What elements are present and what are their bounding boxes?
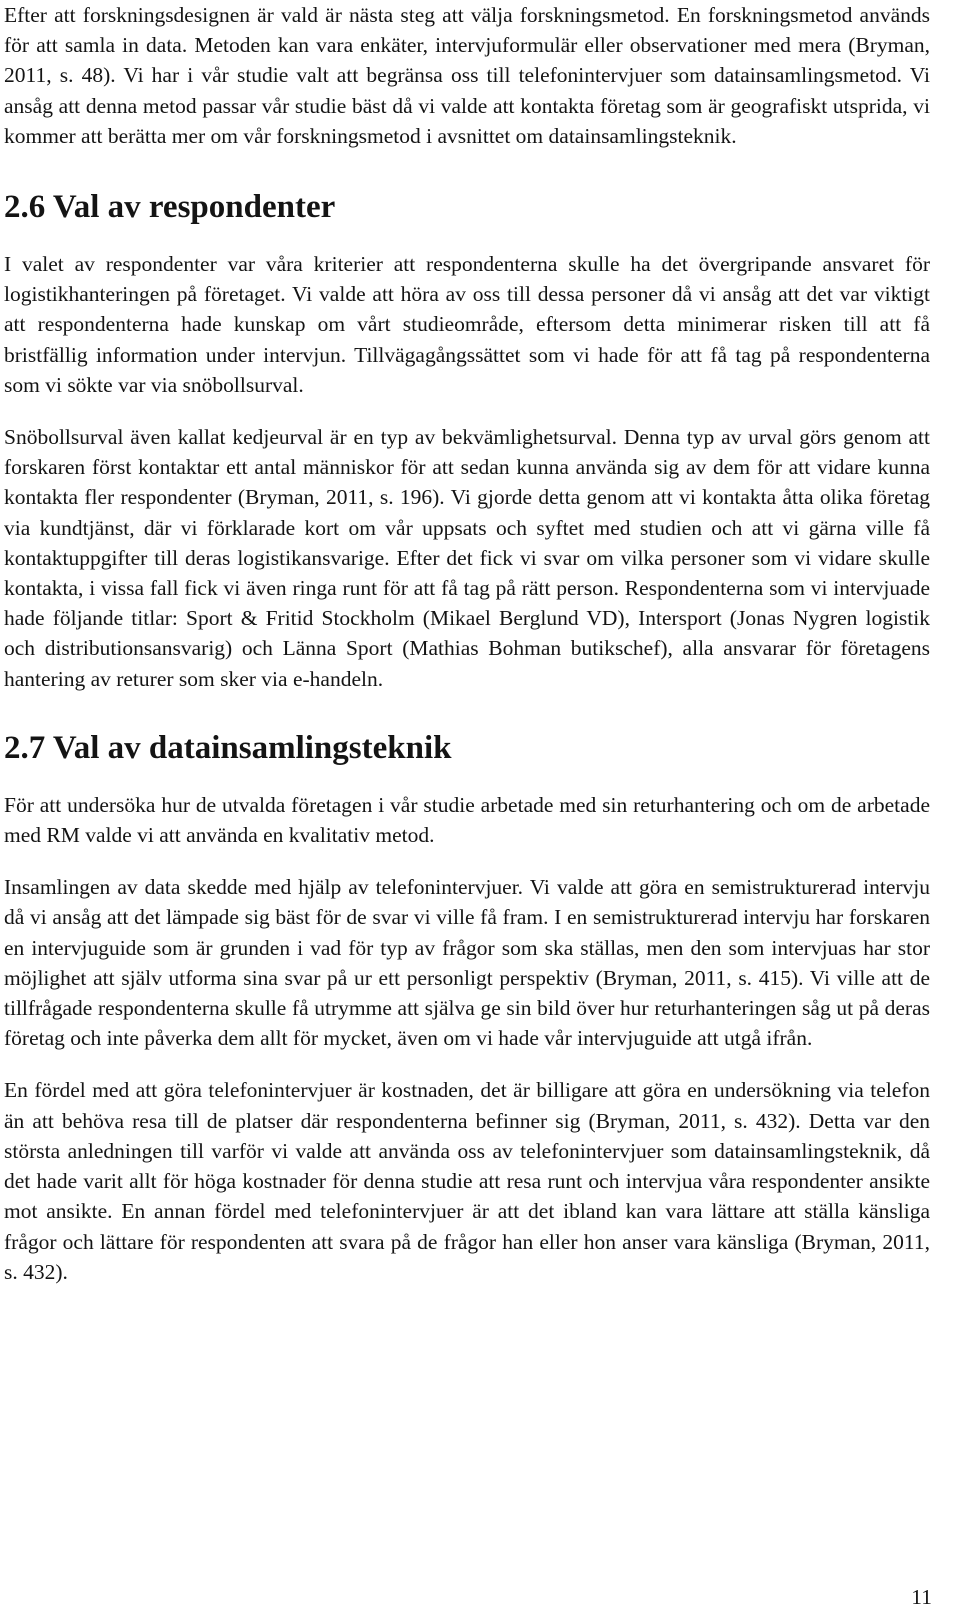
section-2-6-paragraph: I valet av respondenter var våra kriterier att respondenterna skulle ha det övergripande ansvaret för logistikhanteringen på företaget. Vi valde att höra av oss till dessa personer då vi ansåg att det var viktigt att respondenterna hade kunskap om vårt studieområde, eftersom detta minimerar risken till att få bristfällig information under intervjun. Tillvägagångssättet som vi hade för att få tag på respondenterna som vi sökte var via snöbollsurval. xyxy=(4,252,930,397)
section-2-6-paragraph: Snöbollsurval även kallat kedjeurval är en typ av bekvämlighetsurval. Denna typ av urval görs genom att forskaren först kontaktar ett antal människor för att sedan kunna använda sig av dem för att vidare kunna kontakta fler respondenter (Bryman, 2011, s. 196). Vi gjorde detta genom att vi kontakta åtta olika företag via kundtjänst, där vi förklarade kort om vår uppsats och syftet med studien och att vi gärna ville få kontaktuppgifter till deras logistikansvarige. Efter det fick vi svar om vilka personer som vi vidare skulle kontakta, i vissa fall fick vi även ringa runt för att få tag på rätt person. Respondenterna som vi intervjuade hade följande titlar: Sport & Fritid Stockholm (Mikael Berglund VD), Intersport (Jonas Nygren logistik och distributionsansvarig) och Länna Sport (Mathias Bohman butikschef), alla ansvarar för företagens hantering av returer som sker via e-handeln. xyxy=(4,425,930,691)
page-number: 11 xyxy=(911,1585,932,1609)
section-2-7-paragraph: Insamlingen av data skedde med hjälp av telefonintervjuer. Vi valde att göra en semistrukturerad intervju då vi ansåg att det lämpade sig bäst för de svar vi ville få fram. I en semistrukturerad intervju har forskaren en intervjuguide som är grunden i vad för typ av frågor som ska ställas, men den som intervjuas har stor möjlighet att själv utforma sina svar på ur ett personligt perspektiv (Bryman, 2011, s. 415). Vi ville att de tillfrågade respondenterna skulle få utrymme att själva ge sin bild över hur returhanteringen såg ut på deras företag och inte påverka dem allt för mycket, även om vi hade vår intervjuguide att utgå ifrån. xyxy=(4,875,930,1051)
section-2-7-paragraph: En fördel med att göra telefonintervjuer är kostnaden, det är billigare att göra en undersökning via telefon än att behöva resa till de platser där respondenterna befinner sig (Bryman, 2011, s. 432). Detta var den största anledningen till varför vi valde att använda oss av telefonintervjuer som datainsamlingsteknik, då det hade varit allt för höga kostnader för denna studie att resa runt och intervjua våra respondenter ansikte mot ansikte. En annan fördel med telefonintervjuer är att det ibland kan vara lättare att ställa känsliga frågor och lättare för respondenten att svara på de frågor han eller hon anser vara känsliga (Bryman, 2011, s. 432). xyxy=(4,1078,930,1284)
intro-paragraph: Efter att forskningsdesignen är vald är nästa steg att välja forskningsmetod. En forskningsmetod används för att samla in data. Metoden kan vara enkäter, intervjuformulär eller observationer med mera (Bryman, 2011, s. 48). Vi har i vår studie valt att begränsa oss till telefonintervjuer som datainsamlingsmetod. Vi ansåg att denna metod passar vår studie bäst då vi valde att kontakta företag som är geografiskt utsprida, vi kommer att berätta mer om vår forskningsmetod i avsnittet om datainsamlingsteknik. xyxy=(4,3,930,148)
section-2-7-paragraph: För att undersöka hur de utvalda företagen i vår studie arbetade med sin returhantering och om de arbetade med RM valde vi att använda en kvalitativ metod. xyxy=(4,792,930,848)
section-heading-2-7: 2.7 Val av datainsamlingsteknik xyxy=(4,729,452,766)
section-heading-2-6: 2.6 Val av respondenter xyxy=(4,189,336,226)
